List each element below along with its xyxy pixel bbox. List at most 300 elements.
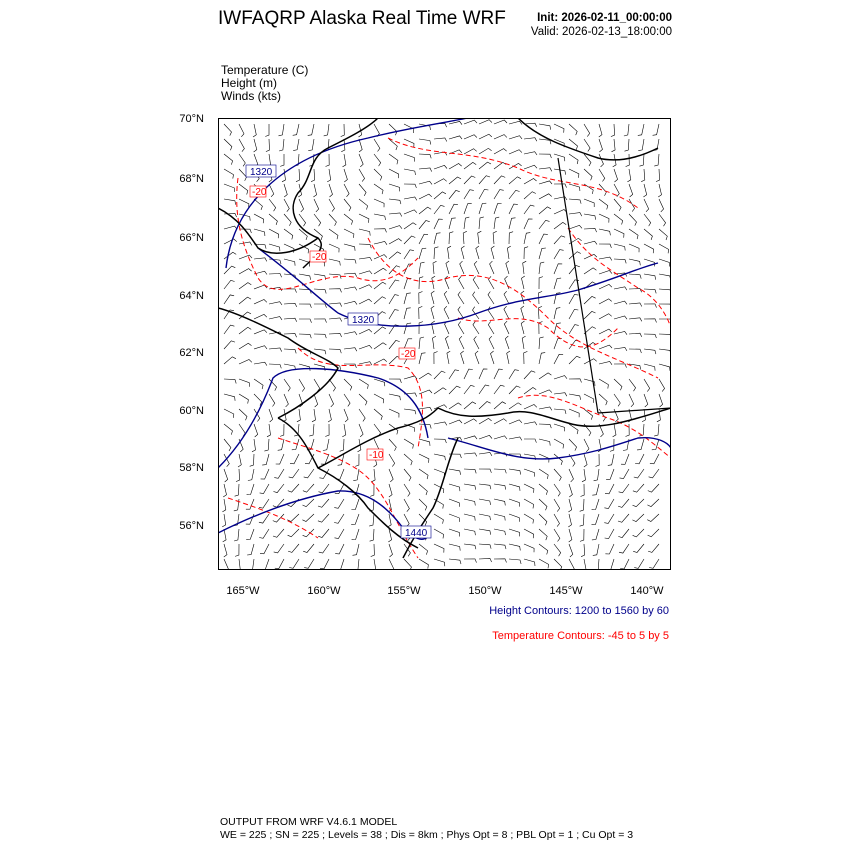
wind-barb (614, 394, 620, 406)
wind-barb (479, 369, 487, 379)
wind-barb (524, 205, 534, 214)
svg-text:-20: -20 (252, 187, 267, 198)
wind-barb (654, 424, 659, 436)
wind-barb (269, 317, 282, 320)
wind-barb (638, 139, 644, 151)
wind-barb (507, 351, 510, 364)
wind-barb (459, 336, 464, 349)
wind-barb (289, 559, 299, 568)
wind-barb (303, 529, 314, 537)
wind-barb (621, 454, 629, 464)
wind-barb (239, 394, 248, 404)
wind-barb (284, 229, 293, 239)
wind-barb (314, 289, 326, 294)
wind-barb (359, 214, 369, 223)
wind-barb (464, 469, 476, 473)
wind-barb (260, 484, 269, 494)
wind-barb (644, 319, 657, 323)
wind-barb (444, 306, 449, 319)
wind-barb (659, 199, 664, 212)
wind-barb (592, 529, 599, 540)
wind-barb (374, 424, 381, 436)
wind-barb (494, 369, 503, 379)
wind-barb (592, 484, 599, 495)
lat-label-62n: 62°N (179, 347, 204, 359)
wind-barbs (222, 120, 671, 570)
wind-barb (494, 436, 507, 439)
wind-barb (374, 268, 387, 274)
wind-barb (599, 379, 608, 389)
wind-barb (479, 484, 491, 489)
coastline (218, 118, 671, 558)
wind-barb (592, 514, 600, 525)
wind-barb (594, 469, 599, 481)
lat-label-64n: 64°N (179, 290, 204, 302)
wind-barb (404, 484, 410, 497)
wind-barb (449, 121, 462, 124)
wind-barb (569, 199, 581, 204)
wind-barb (449, 177, 461, 184)
wind-barb (224, 379, 236, 384)
wind-barb (583, 559, 586, 570)
wind-barb (359, 285, 372, 289)
wind-barb (524, 388, 536, 395)
wind-barb (419, 139, 431, 145)
wind-barb (359, 169, 365, 182)
wind-barb (524, 559, 535, 566)
wind-barb (650, 454, 659, 464)
wind-barb (370, 484, 374, 496)
wind-barb (250, 454, 254, 466)
wind-barb (494, 469, 506, 473)
wind-barb (479, 544, 491, 549)
wind-barb (619, 484, 629, 493)
wind-barb (309, 424, 314, 436)
wind-barb (239, 379, 249, 387)
wind-barb (419, 373, 432, 379)
wind-barb (479, 385, 489, 394)
wind-barb (341, 124, 345, 137)
wind-barb (524, 247, 528, 259)
wind-barb (446, 261, 449, 274)
wind-barb (434, 179, 447, 184)
wind-barb (287, 514, 299, 522)
wind-barb (247, 484, 254, 495)
wind-barb (464, 190, 474, 199)
wind-barb (509, 529, 520, 536)
field-winds-label: Winds (kts) (221, 89, 281, 103)
wind-barb (479, 189, 488, 199)
wind-barb (464, 369, 473, 379)
wind-barb (554, 308, 560, 319)
wind-barb (524, 371, 535, 379)
wind-barb (419, 353, 426, 364)
wind-barb (614, 259, 626, 263)
wind-barb (329, 333, 342, 337)
wind-barb (644, 289, 656, 293)
wind-barb (599, 329, 612, 334)
wind-barb (629, 184, 633, 197)
wind-barb (449, 469, 461, 475)
wind-barb (389, 394, 400, 400)
wind-barb (419, 484, 427, 495)
wind-barb (509, 386, 520, 394)
wind-barb (489, 336, 494, 349)
wind-barb (584, 241, 597, 244)
wind-barb (248, 469, 254, 481)
wind-barb (656, 169, 660, 182)
wind-barb (461, 351, 464, 364)
wind-barb (569, 266, 580, 275)
wind-barb (432, 321, 435, 334)
wind-barb (644, 334, 656, 338)
wind-barb (509, 437, 522, 440)
wind-barb (629, 274, 641, 279)
wind-barb (635, 454, 644, 464)
wind-barb (584, 124, 590, 137)
svg-text:1440: 1440 (405, 528, 428, 539)
wind-barb (344, 199, 351, 211)
wind-barb (507, 246, 510, 259)
wind-barb (611, 124, 615, 137)
wind-barb (224, 252, 236, 259)
wind-barb (432, 276, 435, 289)
wind-barb (599, 394, 607, 405)
wind-barb (299, 304, 311, 308)
wind-barb (644, 229, 652, 240)
wind-barb (419, 277, 423, 289)
wind-barb (464, 176, 475, 184)
wind-barb (524, 499, 534, 508)
wind-barb (629, 303, 642, 307)
wind-barb (359, 329, 372, 334)
wind-barb (329, 229, 338, 239)
wind-barb (449, 544, 460, 551)
wind-barb (599, 244, 611, 248)
wind-barb (521, 321, 524, 334)
wind-barb (633, 529, 644, 537)
wind-barb (524, 469, 535, 477)
wind-barb (431, 306, 434, 319)
wind-barb (389, 454, 395, 467)
wind-barb (619, 544, 629, 553)
wind-barb (539, 248, 546, 259)
wind-barb (239, 269, 252, 274)
wind-barb (539, 407, 552, 410)
wind-barb (419, 194, 432, 199)
wind-barb (584, 439, 589, 452)
wind-barb (447, 351, 450, 364)
wind-barb (269, 244, 280, 251)
wind-barb (224, 544, 227, 557)
wind-barb (604, 499, 614, 509)
wind-barb (389, 484, 392, 497)
wind-barb (569, 529, 572, 542)
model-info: OUTPUT FROM WRF V4.6.1 MODEL (220, 816, 398, 828)
wind-barb (238, 454, 241, 467)
wind-barb (614, 199, 621, 211)
wind-barb (389, 295, 399, 304)
wind-barb (419, 234, 428, 244)
wind-barb (554, 376, 567, 379)
height-label-2 (348, 313, 378, 326)
wind-barb (224, 280, 235, 289)
wind-barb (629, 259, 640, 265)
wind-barb (374, 169, 382, 180)
wind-barb (289, 469, 299, 478)
wind-barb (629, 229, 638, 239)
wind-barb (344, 301, 357, 304)
wind-barb (419, 439, 430, 446)
wind-barb (569, 439, 577, 451)
wind-barb (479, 529, 491, 535)
wind-barb (344, 169, 347, 182)
wind-barb (254, 229, 265, 236)
map-plot (218, 118, 671, 570)
wind-barb (554, 210, 567, 215)
wind-barb (434, 352, 438, 365)
wind-barb (506, 261, 509, 274)
wind-barb (419, 306, 423, 319)
wind-barb (445, 336, 449, 349)
wind-barb (359, 345, 372, 349)
wind-barb (614, 229, 624, 238)
wind-barb (224, 295, 234, 304)
lon-label-165w: 165°W (226, 585, 260, 597)
wind-barb (234, 529, 239, 541)
wind-barb (449, 403, 461, 409)
wind-barb (293, 139, 299, 151)
wind-barb (494, 135, 507, 139)
wind-barb (419, 248, 426, 259)
wind-barb (388, 514, 391, 527)
wind-barb (344, 184, 349, 197)
lat-label-56n: 56°N (179, 520, 204, 532)
wind-barb (249, 559, 254, 570)
wind-barb (464, 453, 477, 457)
wind-barb (224, 226, 237, 229)
wind-barb (318, 514, 329, 522)
wind-barb (644, 199, 649, 212)
wind-barb (509, 204, 518, 214)
wind-barb (521, 291, 524, 304)
wind-barb (449, 204, 458, 214)
wind-barb (606, 469, 614, 479)
wind-barb (389, 280, 399, 289)
wind-barb (554, 439, 564, 448)
wind-barb (569, 213, 582, 217)
wind-barb (448, 246, 452, 259)
wind-barb (404, 439, 413, 449)
wind-barb (509, 218, 516, 229)
wind-barb (464, 559, 477, 563)
wind-barb (314, 394, 318, 407)
wind-barb (359, 299, 372, 304)
temperature-label-2 (310, 251, 327, 263)
wind-barb (522, 336, 525, 349)
wind-barb (288, 529, 299, 537)
wind-barb (355, 454, 359, 466)
wind-barb (659, 259, 670, 267)
wind-barb (644, 304, 657, 308)
wind-barb (449, 232, 453, 244)
wind-barb (649, 469, 659, 478)
wind-barb (269, 409, 273, 422)
wind-barb (279, 139, 284, 151)
wind-barb (473, 277, 479, 290)
wind-barb (652, 439, 659, 450)
wind-barb (260, 544, 269, 554)
wind-barb (608, 454, 614, 465)
wind-barb (569, 295, 578, 305)
wind-barb (538, 306, 542, 319)
wind-barb (254, 394, 262, 406)
wind-barb (568, 514, 571, 527)
wind-barb (404, 184, 416, 188)
wind-barb (252, 439, 256, 452)
temperature-label-3 (399, 348, 416, 360)
wind-barb (329, 303, 342, 307)
wind-barb (509, 559, 521, 564)
wind-barb (494, 499, 505, 505)
wind-barb (539, 424, 551, 428)
wind-barb (359, 409, 365, 421)
wind-barb (269, 199, 276, 211)
wind-barb (267, 424, 271, 437)
height-label-1 (246, 165, 276, 178)
wind-barb (273, 529, 284, 537)
wind-barb (554, 124, 564, 133)
wind-barb (419, 322, 423, 334)
wind-barb (389, 169, 399, 178)
wind-barb (389, 213, 402, 217)
wind-barb (319, 544, 329, 553)
wind-barb (374, 229, 387, 233)
wind-barb (464, 484, 476, 490)
wind-barb (308, 139, 314, 151)
wind-barb (224, 394, 235, 401)
wind-barb (494, 204, 502, 215)
wind-barb (254, 214, 264, 223)
wind-barb (239, 409, 247, 420)
wind-barb (584, 228, 597, 232)
wind-barb (629, 289, 642, 293)
wind-barb (464, 514, 475, 521)
wind-barb (329, 318, 342, 322)
wind-barb (509, 469, 521, 475)
wind-barb (404, 236, 415, 244)
wind-barb (284, 349, 296, 353)
wind-barb (374, 409, 382, 420)
wind-barb (388, 529, 391, 542)
wind-barb (539, 124, 551, 130)
wind-barb (264, 439, 269, 451)
wind-barb (404, 454, 412, 465)
wind-barb (359, 424, 363, 437)
wind-barb (654, 154, 659, 166)
lon-label-140w: 140°W (630, 585, 664, 597)
wind-barb (288, 484, 299, 492)
wind-barb (404, 376, 417, 379)
wind-barb (259, 514, 269, 523)
wind-barb (554, 499, 560, 512)
wind-barb (284, 289, 297, 293)
wind-barb (569, 154, 578, 164)
wind-barb (235, 484, 239, 496)
wind-barb (224, 341, 235, 349)
wind-barb (464, 499, 475, 506)
wind-barb (334, 514, 344, 523)
wind-barb (419, 544, 428, 555)
wind-barb (479, 217, 484, 229)
wind-barb (463, 231, 467, 244)
wind-barb (458, 321, 464, 334)
wind-barb (618, 514, 629, 522)
wind-barb (374, 282, 386, 289)
wind-barb (314, 364, 325, 371)
wind-barb (629, 214, 637, 226)
wind-barb (539, 262, 544, 274)
wind-barb (269, 184, 274, 197)
wind-barb (254, 258, 267, 262)
wind-barb (329, 274, 341, 279)
wind-barb (336, 469, 344, 479)
wind-barb (626, 154, 630, 167)
wind-barb (224, 139, 232, 150)
wind-barb (327, 169, 331, 182)
wind-barb (653, 124, 659, 135)
wind-barb (419, 154, 431, 158)
wind-barb (509, 403, 521, 409)
wind-barb (479, 203, 486, 214)
wind-barb (265, 124, 269, 137)
wind-barb (343, 154, 346, 167)
wind-barb (351, 514, 359, 524)
wind-barb (344, 332, 357, 335)
wind-barb (582, 469, 586, 482)
wind-barb (613, 424, 616, 437)
wind-barb (374, 242, 387, 245)
wind-barb (344, 287, 357, 290)
wind-barb (269, 394, 275, 407)
wind-barb (434, 422, 447, 425)
wind-barb (493, 231, 497, 244)
wind-barb (607, 559, 614, 570)
wind-barb (449, 370, 459, 379)
wind-barb (329, 244, 339, 252)
wind-barb (314, 319, 327, 323)
wind-barb (299, 274, 311, 280)
wind-barb (314, 334, 326, 338)
wind-barb (299, 364, 310, 371)
wind-barb (296, 169, 300, 182)
wind-barb (647, 499, 659, 507)
wind-barb (353, 544, 360, 555)
wind-barb (488, 292, 494, 305)
wind-barb (539, 484, 548, 495)
wind-barb (335, 544, 344, 554)
wind-barb (275, 559, 284, 569)
wind-barb (614, 214, 623, 225)
wind-barb (627, 169, 630, 182)
wind-barb (273, 484, 284, 493)
wind-barb (464, 217, 469, 229)
wind-barb (254, 346, 267, 349)
wind-barb (494, 484, 506, 490)
wind-barb (464, 149, 477, 154)
wind-barb (449, 484, 460, 491)
lat-label-66n: 66°N (179, 232, 204, 244)
